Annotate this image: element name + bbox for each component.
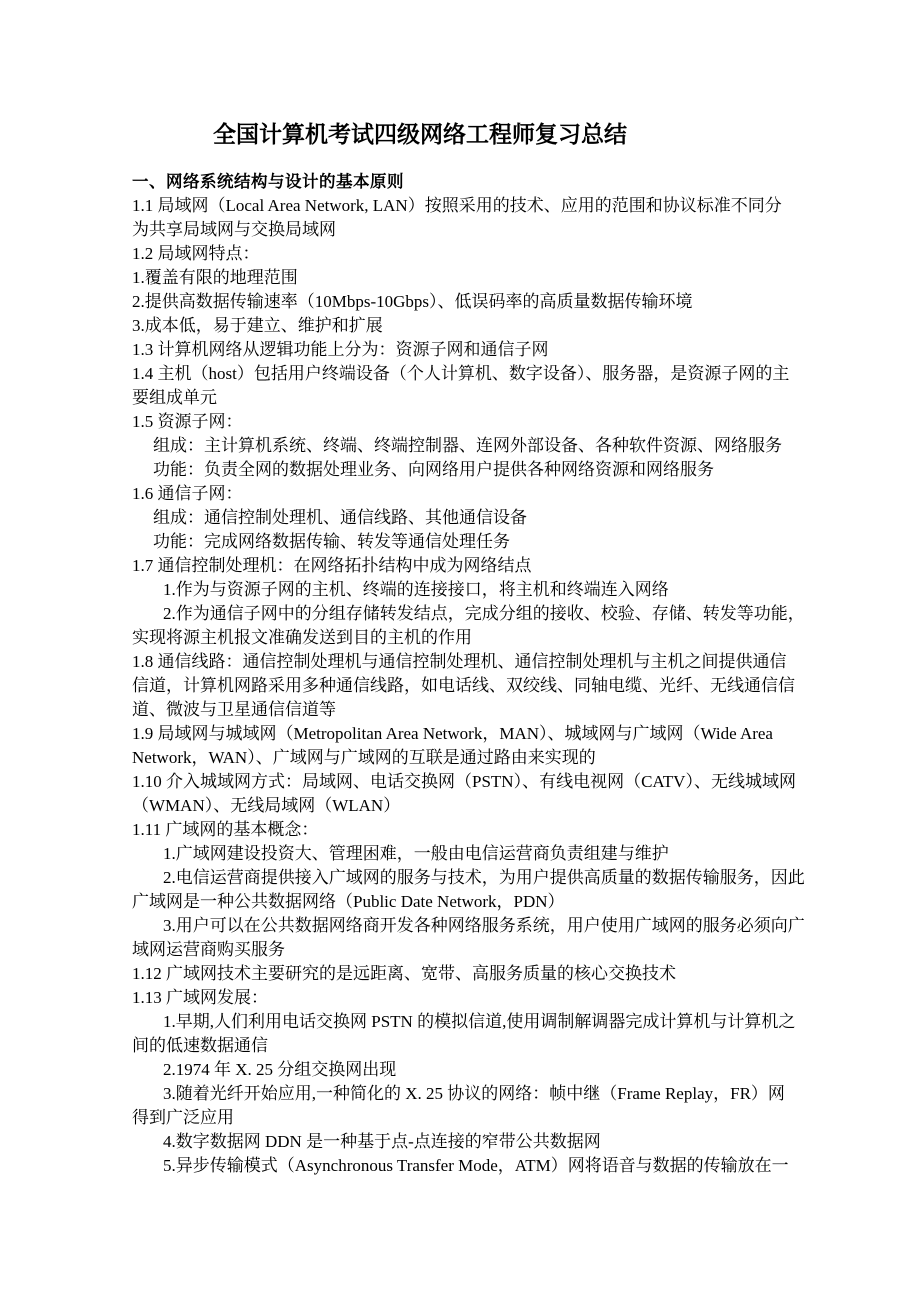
- text-line: 3.用户可以在公共数据网络商开发各种网络服务系统，用户使用广域网的服务必须向广: [163, 916, 805, 935]
- text-line: 1.8 通信线路：通信控制处理机与通信控制处理机、通信控制处理机与主机之间提供通信: [132, 652, 787, 671]
- text-line: 1.6 通信子网：: [132, 484, 243, 503]
- text-line: 信道，计算机网路采用多种通信线路，如电话线、双绞线、同轴电缆、光纤、无线通信信: [132, 676, 795, 695]
- text-line: 1.13 广域网发展：: [132, 988, 268, 1007]
- text-line: 实现将源主机报文准确发送到目的主机的作用: [132, 628, 472, 647]
- text-line: 1.12 广域网技术主要研究的是远距离、宽带、高服务质量的核心交换技术: [132, 964, 676, 983]
- text-line: 要组成单元: [132, 388, 217, 407]
- text-line: 组成：通信控制处理机、通信线路、其他通信设备: [153, 508, 527, 527]
- text-line: 2.作为通信子网中的分组存储转发结点，完成分组的接收、校验、存储、转发等功能，: [163, 604, 805, 623]
- document-title: 全国计算机考试四级网络工程师复习总结: [213, 121, 627, 147]
- text-line: 道、微波与卫星通信信道等: [132, 700, 336, 719]
- text-line: 1.作为与资源子网的主机、终端的连接接口，将主机和终端连入网络: [163, 580, 669, 599]
- text-line: 功能：完成网络数据传输、转发等通信处理任务: [153, 532, 510, 551]
- text-line: 间的低速数据通信: [132, 1036, 268, 1055]
- text-line: 2.提供高数据传输速率（10Mbps-10Gbps）、低误码率的高质量数据传输环境: [132, 292, 693, 311]
- text-line: 2.1974 年 X. 25 分组交换网出现: [163, 1060, 397, 1079]
- text-line: 1.11 广域网的基本概念：: [132, 820, 319, 839]
- text-line: 1.7 通信控制处理机：在网络拓扑结构中成为网络结点: [132, 556, 532, 575]
- text-line: 域网运营商购买服务: [132, 940, 285, 959]
- text-line: （WMAN）、无线局域网（WLAN）: [132, 796, 401, 815]
- text-line: 广域网是一种公共数据网络（Public Date Network，PDN）: [132, 892, 565, 911]
- text-line: 1.2 局域网特点：: [132, 244, 260, 263]
- text-line: 3.成本低，易于建立、维护和扩展: [132, 316, 383, 335]
- text-line: 1.10 介入城域网方式：局域网、电话交换网（PSTN）、有线电视网（CATV）、无线城域网: [132, 772, 796, 791]
- section-heading: 一、网络系统结构与设计的基本原则: [132, 173, 404, 191]
- text-line: 1.4 主机（host）包括用户终端设备（个人计算机、数字设备）、服务器，是资源子网的主: [132, 364, 790, 383]
- text-line: 4.数字数据网 DDN 是一种基于点-点连接的窄带公共数据网: [163, 1132, 601, 1151]
- text-line: 1.1 局域网（Local Area Network, LAN）按照采用的技术、应用的范围和协议标准不同分: [132, 196, 782, 215]
- text-line: 5.异步传输模式（Asynchronous Transfer Mode，ATM）网将语音与数据的传输放在一: [163, 1156, 789, 1175]
- text-line: 3.随着光纤开始应用,一种简化的 X. 25 协议的网络：帧中继（Frame Replay，FR）网: [163, 1084, 785, 1103]
- text-line: 为共享局域网与交换局域网: [132, 220, 336, 239]
- document-body: [132, 194, 804, 1178]
- text-line: 1.5 资源子网：: [132, 412, 243, 431]
- text-line: 得到广泛应用: [132, 1108, 234, 1127]
- text-line: 1.9 局域网与城域网（Metropolitan Area Network，MAN）、城域网与广域网（Wide Area: [132, 724, 773, 743]
- text-line: 1.覆盖有限的地理范围: [132, 268, 298, 287]
- text-line: 1.3 计算机网络从逻辑功能上分为：资源子网和通信子网: [132, 340, 549, 359]
- text-line: 组成：主计算机系统、终端、终端控制器、连网外部设备、各种软件资源、网络服务: [153, 436, 782, 455]
- text-line: Network，WAN）、广域网与广域网的互联是通过路由来实现的: [132, 748, 596, 767]
- text-line: 2.电信运营商提供接入广域网的服务与技术，为用户提供高质量的数据传输服务，因此: [163, 868, 805, 887]
- text-line: 1.广域网建设投资大、管理困难，一般由电信运营商负责组建与维护: [163, 844, 669, 863]
- text-line: 功能：负责全网的数据处理业务、向网络用户提供各种网络资源和网络服务: [153, 460, 714, 479]
- text-line: 1.早期,人们利用电话交换网 PSTN 的模拟信道,使用调制解调器完成计算机与计算机之: [163, 1012, 796, 1031]
